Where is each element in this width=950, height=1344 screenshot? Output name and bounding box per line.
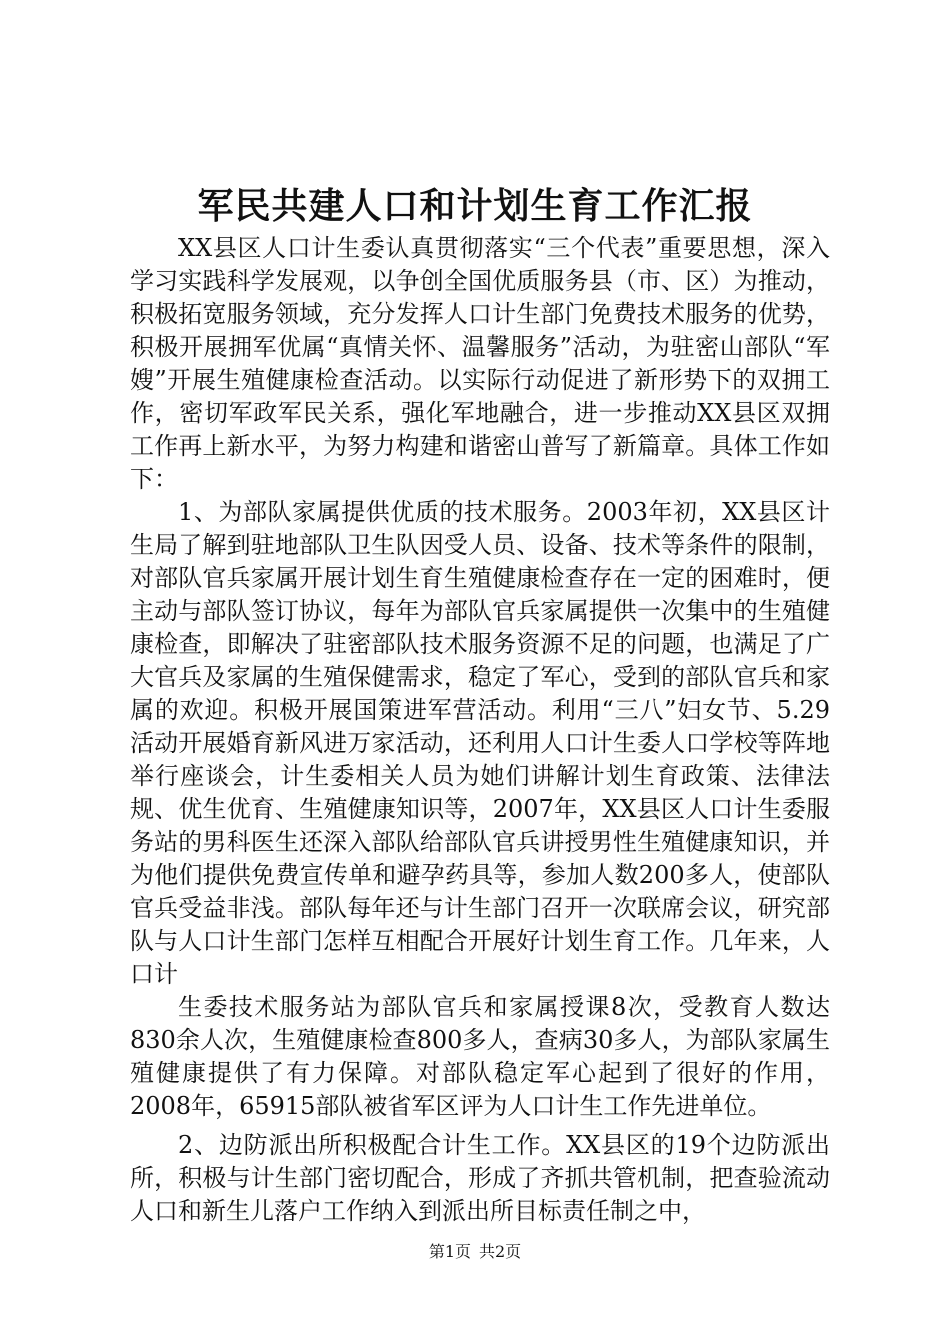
document-title: 军民共建人口和计划生育工作汇报	[197, 185, 753, 227]
document-body	[130, 232, 830, 1228]
page-footer	[0, 1241, 950, 1263]
paragraph-section-2: 2、边防派出所积极配合计生工作。XX县区的19个边防派出所，积极与计生部门密切配合，形成了齐抓共管机制，把查验流动人口和新生儿落户工作纳入到派出所目标责任制之中，	[130, 1131, 830, 1225]
paragraph-intro: XX县区人口计生委认真贯彻落实“三个代表”重要思想，深入学习实践科学发展观，以争创全国优质服务县（市、区）为推动，积极拓宽服务领域，充分发挥人口计生部门免费技术服务的优势，积极开展拥军优属“真情关怀、温馨服务”活动，为驻密山部队“军嫂”开展生殖健康检查活动。以实际行动促进了新形势下的双拥工作，密切军政军民关系，强化军地融合，进一步推动XX县区双拥工作再上新水平，为努力构建和谐密山普写了新篇章。具体工作如下：	[130, 234, 830, 493]
page-number: 第1页	[428, 1242, 471, 1261]
paragraph-section-1-continued: 生委技术服务站为部队官兵和家属授课8次，受教育人数达830余人次，生殖健康检查800多人，查病30多人，为部队家属生殖健康提供了有力保障。对部队稳定军心起到了很好的作用，2008年，65915部队被省军区评为人口计生工作先进单位。	[130, 993, 830, 1120]
paragraph-section-1: 1、为部队家属提供优质的技术服务。2003年初，XX县区计生局了解到驻地部队卫生队因受人员、设备、技术等条件的限制，对部队官兵家属开展计划生育生殖健康检查存在一定的困难时，便主动与部队签订协议，每年为部队官兵家属提供一次集中的生殖健康检查，即解决了驻密部队技术服务资源不足的问题，也满足了广大官兵及家属的生殖保健需求，稳定了军心，受到的部队官兵和家属的欢迎。积极开展国策进军营活动。利用“三八”妇女节、5.29活动开展婚育新风进万家活动，还利用人口计生委人口学校等阵地举行座谈会，计生委相关人员为她们讲解计划生育政策、法律法规、优生优育、生殖健康知识等，2007年，XX县区人口计生委服务站的男科医生还深入部队给部队官兵讲授男性生殖健康知识，并为他们提供免费宣传单和避孕药具等，参加人数200多人，使部队官兵受益非浅。部队每年还与计生部门召开一次联席会议，研究部队与人口计生部门怎样互相配合开展好计划生育工作。几年来，人口计	[130, 498, 830, 988]
page-total: 共2页	[479, 1242, 522, 1261]
